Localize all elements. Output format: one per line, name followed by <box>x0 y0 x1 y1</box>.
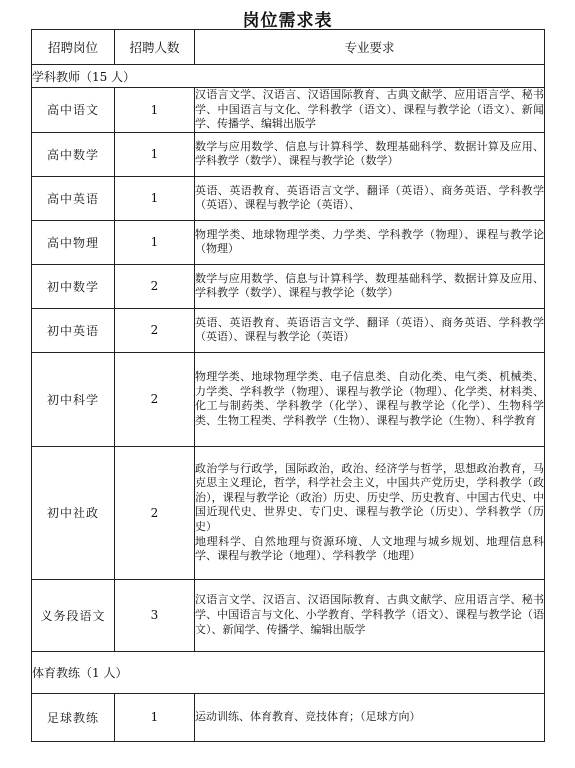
requirement-cell <box>195 352 545 446</box>
table-row <box>32 579 545 651</box>
requirement-text: 数学与应用数学、信息与计算科学、数理基础科学、数据计算及应用、学科教学（数学）、课程与教学论（数学） <box>195 139 544 168</box>
category-label: 体育教练（1 人） <box>32 651 545 693</box>
requirement-text: 汉语言文学、汉语言、汉语国际教育、古典文献学、应用语言学、秘书学、中国语言与文化、学科教学（语文）、课程与教学论（语文）、新闻学、传播学、编辑出版学 <box>195 88 544 131</box>
header-count: 招聘人数 <box>115 30 195 65</box>
page-title: 岗位需求表 <box>242 11 333 31</box>
table-row <box>32 446 545 579</box>
table-row <box>32 264 545 308</box>
requirement-text: 汉语言文学、汉语言、汉语国际教育、古典文献学、应用语言学、秘书学、中国语言与文化、小学教育、学科教学（语文）、课程与教学论（语文）、新闻学、传播学、编辑出版学 <box>195 593 544 636</box>
table-row <box>32 220 545 264</box>
header-requirement: 专业要求 <box>195 30 545 65</box>
requirement-text: 运动训练、体育教育、竞技体育；（足球方向） <box>195 709 421 723</box>
table-row <box>32 132 545 176</box>
requirement-cell <box>195 446 545 579</box>
count-cell: 1 <box>115 88 195 133</box>
position-cell: 初中数学 <box>32 264 115 308</box>
requirement-text: 物理学类、地球物理学类、电子信息类、自动化类、电气类、机械类、力学类、学科教学（物理）、课程与教学论（物理）、化学类、材料类、化工与制药类、学科教学（化学）、课程与教学论（化学）、生物科学类、生物工程类、学科教学（生物）、课程与教学论（生物）、科学教育 <box>195 370 544 427</box>
requirement-cell <box>195 220 545 264</box>
requirement-text: 物理学类、地球物理学类、力学类、学科教学（物理）、课程与教学论（物理） <box>195 227 544 256</box>
category-row <box>32 651 545 693</box>
table-row <box>32 308 545 352</box>
position-cell: 足球教练 <box>32 693 115 741</box>
count-cell: 3 <box>115 579 195 651</box>
count-cell: 2 <box>115 352 195 446</box>
requirement-cell <box>195 264 545 308</box>
header-position: 招聘岗位 <box>32 30 115 65</box>
position-cell: 初中科学 <box>32 352 115 446</box>
requirement-cell <box>195 88 545 133</box>
table-header-row <box>32 30 545 65</box>
count-cell: 1 <box>115 176 195 220</box>
category-label: 学科教师（15 人） <box>32 65 545 88</box>
count-cell: 1 <box>115 693 195 741</box>
position-cell: 高中语文 <box>32 88 115 133</box>
position-cell: 义务段语文 <box>32 579 115 651</box>
requirement-cell <box>195 579 545 651</box>
requirement-cell <box>195 176 545 220</box>
requirement-cell <box>195 308 545 352</box>
requirement-text: 政治学与行政学，国际政治，政治、经济学与哲学，思想政治教育，马克思主义理论，哲学，科学社会主义，中国共产党历史，学科教学（政治），课程与教学论（政治）历史、历史学、历史教育、中国古代史、中国近现代史、世界史、专门史、课程与教学论（历史）、学科教学（历史） <box>195 461 544 534</box>
position-cell: 高中英语 <box>32 176 115 220</box>
job-requirements-table <box>31 29 545 742</box>
table-row <box>32 352 545 446</box>
count-cell: 1 <box>115 220 195 264</box>
category-row <box>32 65 545 88</box>
count-cell: 2 <box>115 308 195 352</box>
count-cell: 2 <box>115 446 195 579</box>
count-cell: 2 <box>115 264 195 308</box>
position-cell: 初中社政 <box>32 446 115 579</box>
requirement-cell <box>195 693 545 741</box>
requirement-text: 数学与应用数学、信息与计算科学、数理基础科学、数据计算及应用、学科教学（数学）、课程与教学论（数学） <box>195 271 544 300</box>
requirement-cell <box>195 132 545 176</box>
table-row <box>32 88 545 133</box>
position-cell: 高中数学 <box>32 132 115 176</box>
table-row <box>32 176 545 220</box>
position-cell: 初中英语 <box>32 308 115 352</box>
count-cell: 1 <box>115 132 195 176</box>
requirement-text: 英语、英语教育、英语语言文学、翻译（英语）、商务英语、学科教学（英语）、课程与教学论（英语）、 <box>195 183 544 212</box>
table-body <box>32 65 545 742</box>
requirement-text: 英语、英语教育、英语语言文学、翻译（英语）、商务英语、学科教学（英语）、课程与教学论（英语） <box>195 315 544 344</box>
requirement-text: 地理科学、自然地理与资源环境、人文地理与城乡规划、地理信息科学、课程与教学论（地理）、学科教学（地理） <box>195 534 544 563</box>
position-cell: 高中物理 <box>32 220 115 264</box>
table-row <box>32 693 545 741</box>
